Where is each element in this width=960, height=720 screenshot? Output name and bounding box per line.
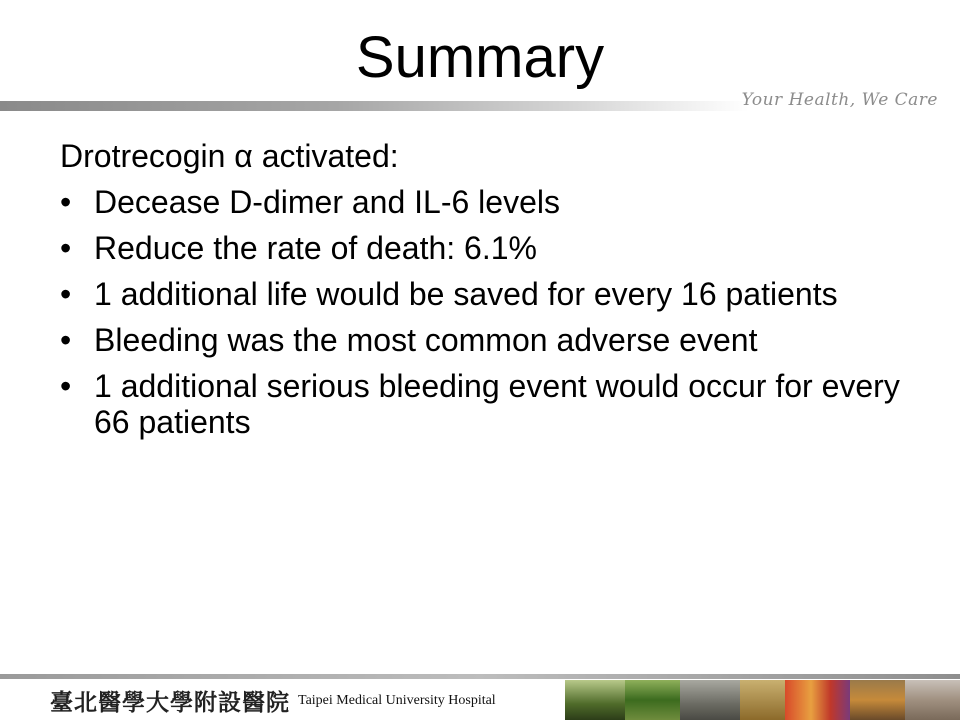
photo-hospital-building [905, 680, 960, 720]
bullet-text: Reduce the rate of death: 6.1% [94, 230, 537, 266]
photo-trees [565, 680, 625, 720]
bullet-marker: • [60, 368, 72, 404]
footer-photo-strip [565, 680, 960, 720]
footer-divider [0, 674, 960, 679]
bullet-marker: • [60, 322, 72, 358]
bullet-list [60, 184, 920, 440]
bullet-marker: • [60, 230, 72, 266]
bullet-item [60, 322, 920, 358]
bullet-item [60, 184, 920, 220]
bullet-text: 1 additional life would be saved for every 16 patients [94, 276, 838, 312]
photo-building [680, 680, 740, 720]
bullet-text: 1 additional serious bleeding event would occur for every 66 patients [94, 368, 900, 440]
bullet-text: Decease D-dimer and IL-6 levels [94, 184, 560, 220]
bullet-item [60, 276, 920, 312]
bullet-item [60, 230, 920, 266]
bullet-item [60, 368, 920, 440]
slide-title: Summary [355, 25, 605, 90]
photo-campus [740, 680, 785, 720]
bullet-text: Bleeding was the most common adverse event [94, 322, 758, 358]
hospital-name-english: Taipei Medical University Hospital [298, 693, 496, 708]
slide-body [60, 138, 920, 450]
bullet-marker: • [60, 276, 72, 312]
intro-text: Drotrecogin α activated: [60, 138, 399, 174]
photo-garden [625, 680, 680, 720]
photo-interior [850, 680, 905, 720]
bullet-marker: • [60, 184, 72, 220]
hospital-name-chinese: 臺北醫學大學附設醫院 [50, 689, 290, 716]
photo-laboratory [785, 680, 850, 720]
tagline: Your Health, We Care [741, 90, 938, 110]
